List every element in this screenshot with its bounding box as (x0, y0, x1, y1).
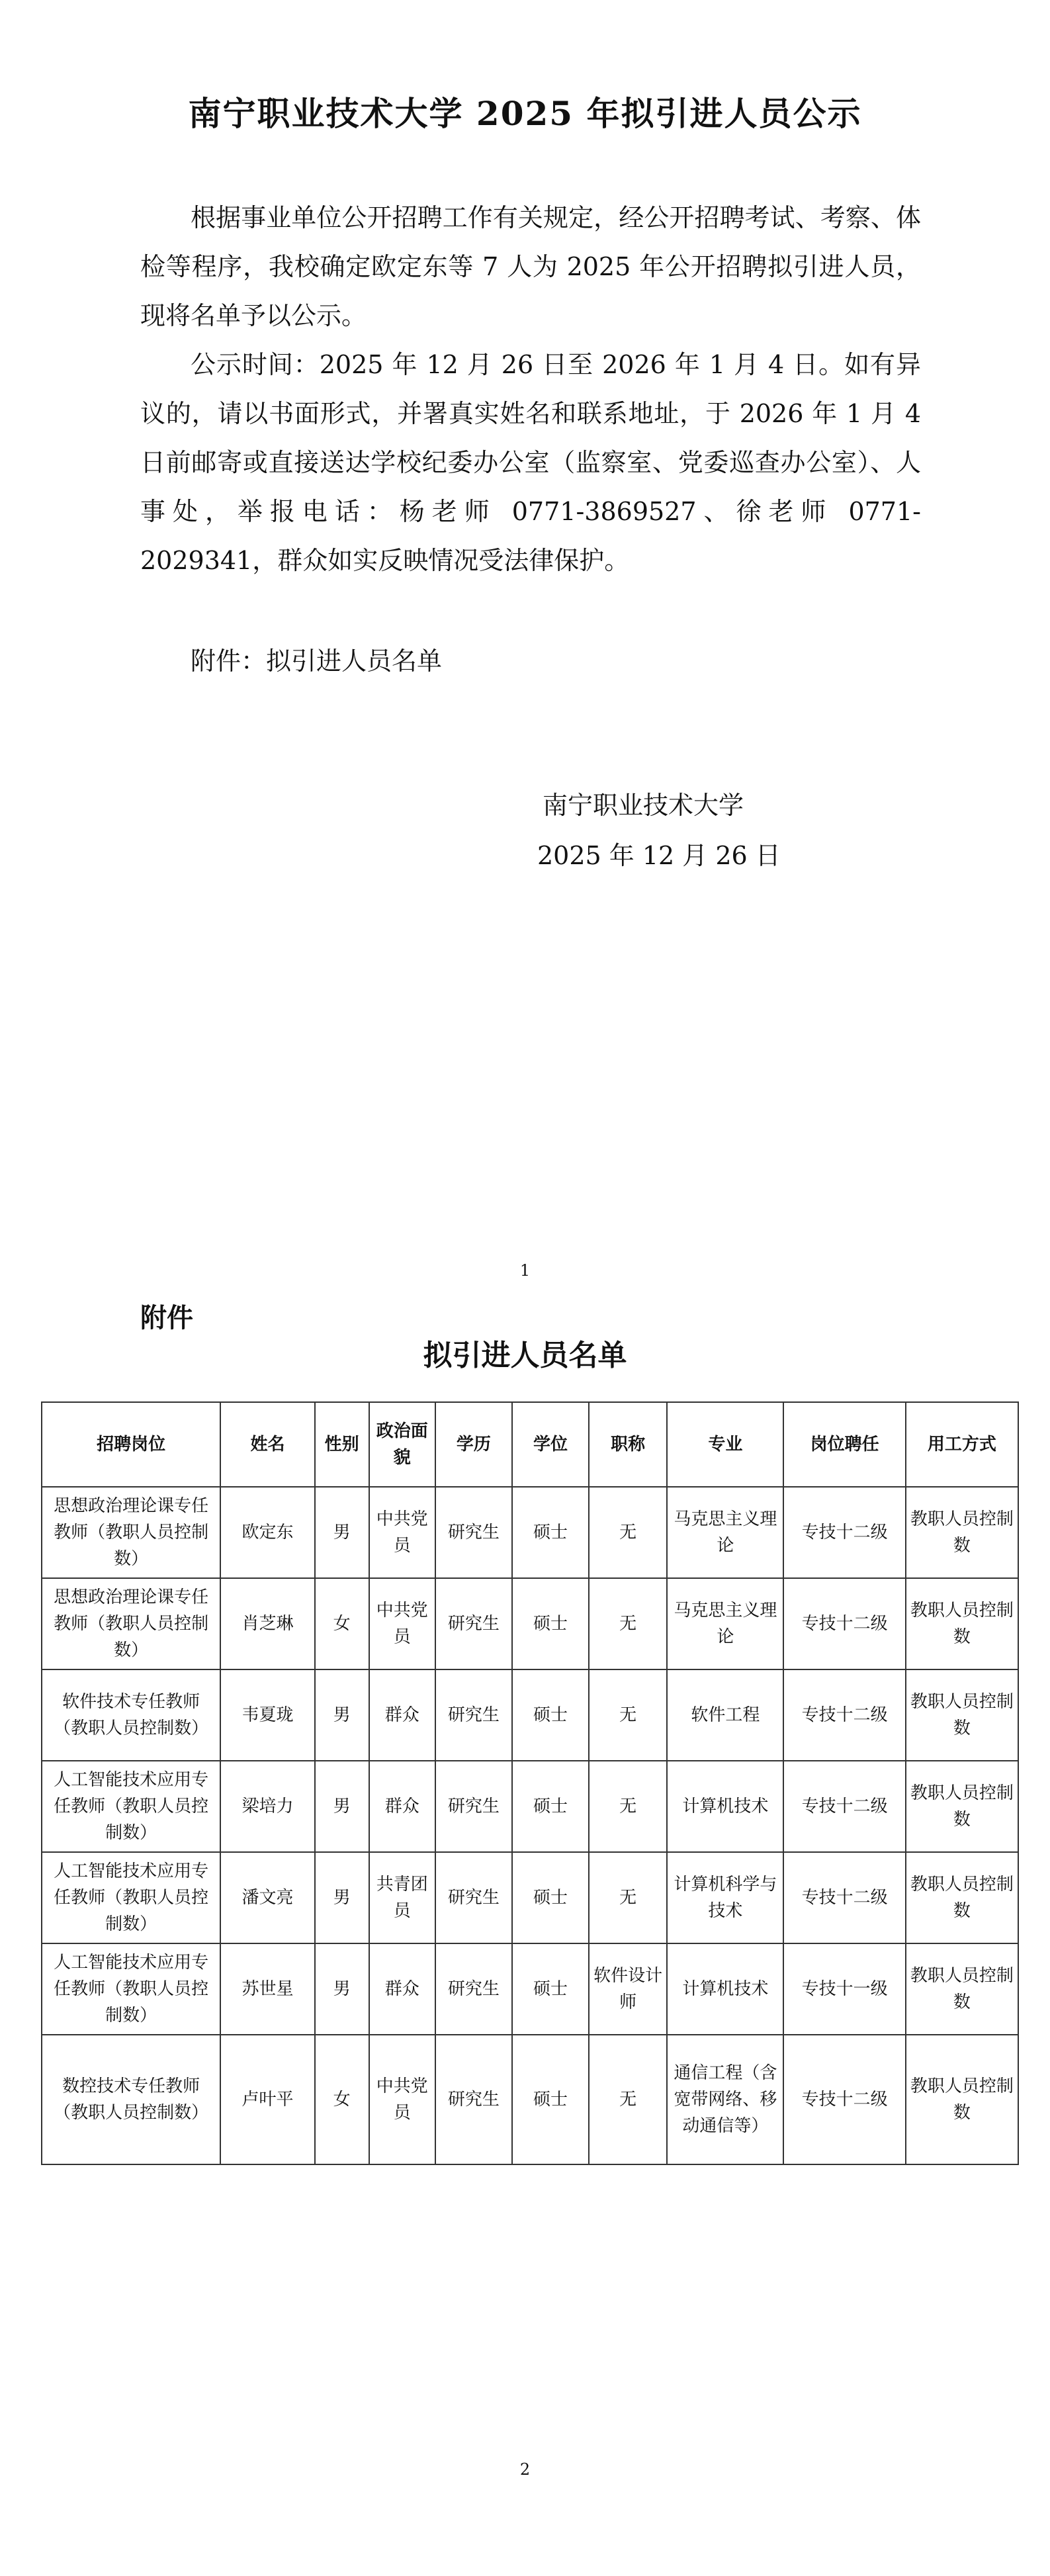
cell-major: 马克思主义理论 (667, 1487, 783, 1578)
attachment-label: 附件 (140, 1303, 193, 1333)
cell-title: 无 (589, 1852, 667, 1943)
table-row (42, 1487, 1018, 1578)
signature-organization: 南宁职业技术大学 (543, 791, 744, 820)
cell-appointment: 专技十二级 (783, 1761, 905, 1852)
cell-employment-type: 教职人员控制数 (906, 1578, 1018, 1669)
page-number-2: 2 (519, 2460, 531, 2479)
header-major: 专业 (667, 1402, 783, 1487)
table-row (42, 1761, 1018, 1852)
table-row (42, 1852, 1018, 1943)
cell-title: 无 (589, 1487, 667, 1578)
cell-gender: 男 (315, 1487, 369, 1578)
cell-gender: 女 (315, 1578, 369, 1669)
cell-name: 苏世星 (220, 1943, 314, 2035)
cell-degree: 硕士 (512, 1943, 589, 2035)
cell-position: 人工智能技术应用专任教师（教职人员控制数） (42, 1761, 220, 1852)
cell-appointment: 专技十二级 (783, 2035, 905, 2164)
cell-name: 卢叶平 (220, 2035, 314, 2164)
cell-gender: 男 (315, 1669, 369, 1761)
cell-position: 人工智能技术应用专任教师（教职人员控制数） (42, 1852, 220, 1943)
cell-education: 研究生 (435, 1487, 512, 1578)
cell-education: 研究生 (435, 1578, 512, 1669)
cell-employment-type: 教职人员控制数 (906, 1943, 1018, 2035)
cell-name: 肖芝琳 (220, 1578, 314, 1669)
cell-education: 研究生 (435, 1852, 512, 1943)
cell-title: 无 (589, 2035, 667, 2164)
cell-position: 人工智能技术应用专任教师（教职人员控制数） (42, 1943, 220, 2035)
cell-education: 研究生 (435, 2035, 512, 2164)
table-row (42, 1578, 1018, 1669)
header-education: 学历 (435, 1402, 512, 1487)
cell-gender: 女 (315, 2035, 369, 2164)
cell-degree: 硕士 (512, 2035, 589, 2164)
cell-major: 软件工程 (667, 1669, 783, 1761)
cell-political-status: 中共党员 (369, 1578, 435, 1669)
cell-political-status: 群众 (369, 1943, 435, 2035)
header-appointment: 岗位聘任 (783, 1402, 905, 1487)
cell-appointment: 专技十二级 (783, 1487, 905, 1578)
cell-employment-type: 教职人员控制数 (906, 2035, 1018, 2164)
cell-major: 马克思主义理论 (667, 1578, 783, 1669)
cell-title: 软件设计师 (589, 1943, 667, 2035)
cell-degree: 硕士 (512, 1761, 589, 1852)
cell-name: 梁培力 (220, 1761, 314, 1852)
page-number-1: 1 (519, 1261, 531, 1280)
cell-position: 思想政治理论课专任教师（教职人员控制数） (42, 1578, 220, 1669)
cell-name: 韦夏珑 (220, 1669, 314, 1761)
cell-title: 无 (589, 1578, 667, 1669)
cell-gender: 男 (315, 1943, 369, 2035)
header-name: 姓名 (220, 1402, 314, 1487)
cell-gender: 男 (315, 1852, 369, 1943)
cell-employment-type: 教职人员控制数 (906, 1487, 1018, 1578)
cell-appointment: 专技十二级 (783, 1669, 905, 1761)
cell-appointment: 专技十二级 (783, 1852, 905, 1943)
table-row (42, 1669, 1018, 1761)
cell-title: 无 (589, 1669, 667, 1761)
cell-name: 潘文亮 (220, 1852, 314, 1943)
cell-degree: 硕士 (512, 1852, 589, 1943)
cell-political-status: 群众 (369, 1761, 435, 1852)
personnel-table (41, 1401, 1019, 2165)
cell-appointment: 专技十一级 (783, 1943, 905, 2035)
header-employment-type: 用工方式 (906, 1402, 1018, 1487)
cell-gender: 男 (315, 1761, 369, 1852)
cell-degree: 硕士 (512, 1669, 589, 1761)
cell-degree: 硕士 (512, 1578, 589, 1669)
cell-political-status: 中共党员 (369, 1487, 435, 1578)
cell-employment-type: 教职人员控制数 (906, 1669, 1018, 1761)
header-gender: 性别 (315, 1402, 369, 1487)
cell-education: 研究生 (435, 1761, 512, 1852)
cell-employment-type: 教职人员控制数 (906, 1761, 1018, 1852)
header-political-status: 政治面貌 (369, 1402, 435, 1487)
cell-education: 研究生 (435, 1943, 512, 2035)
cell-political-status: 群众 (369, 1669, 435, 1761)
cell-political-status: 共青团员 (369, 1852, 435, 1943)
attachment-note: 附件：拟引进人员名单 (191, 646, 443, 676)
cell-education: 研究生 (435, 1669, 512, 1761)
cell-title: 无 (589, 1761, 667, 1852)
notice-paragraph-intro: 根据事业单位公开招聘工作有关规定，经公开招聘考试、考察、体检等程序，我校确定欧定东等 7 人为 2025 年公开招聘拟引进人员，现将名单予以公示。 (140, 203, 921, 330)
cell-name: 欧定东 (220, 1487, 314, 1578)
cell-major: 计算机技术 (667, 1943, 783, 2035)
cell-appointment: 专技十二级 (783, 1578, 905, 1669)
page-title: 南宁职业技术大学 2025 年拟引进人员公示 (188, 94, 862, 133)
cell-degree: 硕士 (512, 1487, 589, 1578)
cell-major: 通信工程（含宽带网络、移动通信等） (667, 2035, 783, 2164)
signature-date: 2025 年 12 月 26 日 (537, 841, 781, 870)
cell-political-status: 中共党员 (369, 2035, 435, 2164)
cell-major: 计算机科学与技术 (667, 1852, 783, 1943)
header-title: 职称 (589, 1402, 667, 1487)
cell-position: 思想政治理论课专任教师（教职人员控制数） (42, 1487, 220, 1578)
cell-position: 软件技术专任教师（教职人员控制数） (42, 1669, 220, 1761)
notice-paragraph-period: 公示时间：2025 年 12 月 26 日至 2026 年 1 月 4 日。如有异议的，请以书面形式，并署真实姓名和联系地址，于 2026 年 1 月 4 日前邮寄或直接送达学校纪委办公室（监察室、党委巡查办公室）、人事处，举报电话：杨老师 0771-3869527、徐老师 0771-2029341，群众如实反映情况受法律保护。 (140, 350, 921, 575)
header-position: 招聘岗位 (42, 1402, 220, 1487)
cell-major: 计算机技术 (667, 1761, 783, 1852)
header-degree: 学位 (512, 1402, 589, 1487)
table-header-row (42, 1402, 1018, 1487)
cell-position: 数控技术专任教师（教职人员控制数） (42, 2035, 220, 2164)
table-row (42, 1943, 1018, 2035)
table-row (42, 2035, 1018, 2164)
list-title: 拟引进人员名单 (423, 1339, 627, 1372)
cell-employment-type: 教职人员控制数 (906, 1852, 1018, 1943)
